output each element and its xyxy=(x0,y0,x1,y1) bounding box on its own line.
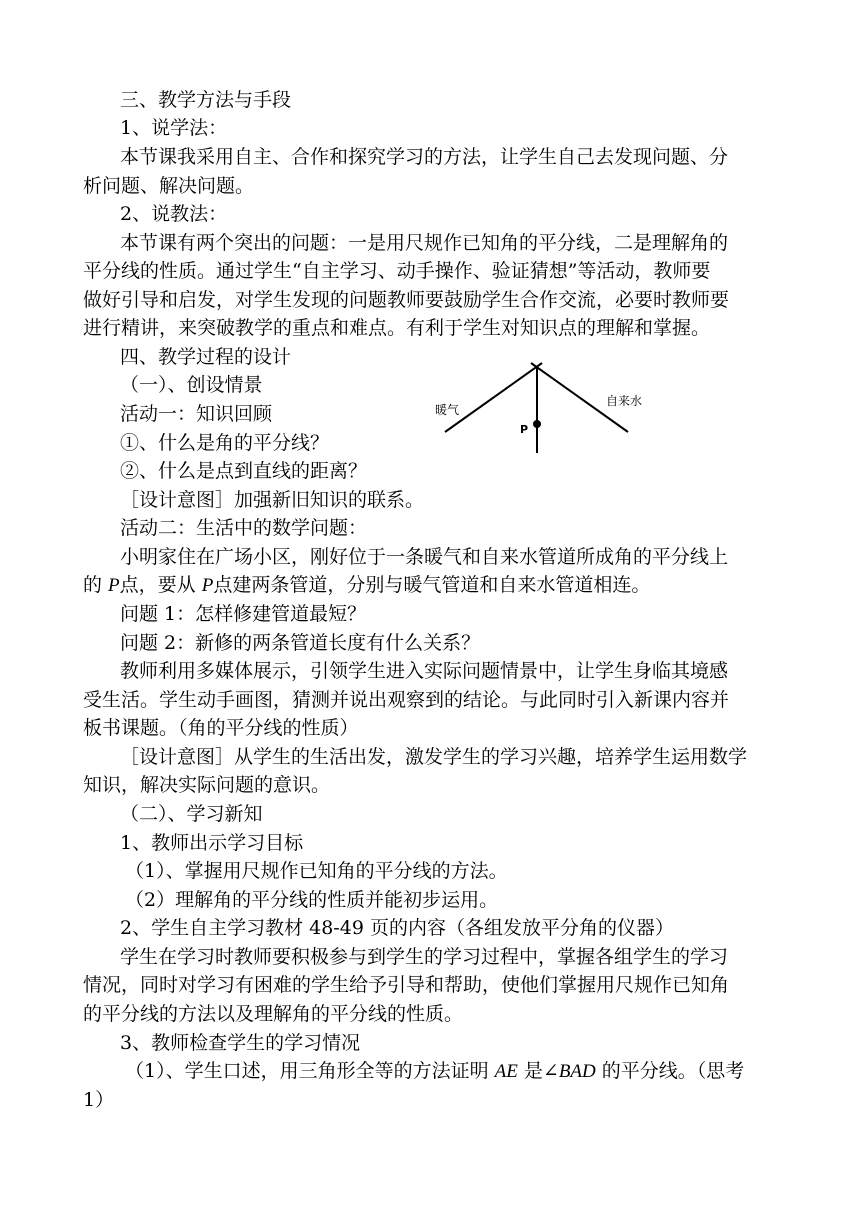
part2-title: （二）、学习新知 xyxy=(120,803,263,825)
point-p-label: P xyxy=(520,423,529,436)
segment-ae-symbol: AE xyxy=(494,1061,518,1082)
check-item-1-continued: 1） xyxy=(83,1089,115,1111)
heating-label: 暖气 xyxy=(435,403,460,417)
story-text-part: 点建两条管道，分别与暖气管道和自来水管道相连。 xyxy=(213,574,651,596)
self-study-text: 的平分线的方法以及理解角的平分线的性质。 xyxy=(83,1003,464,1025)
teach-method-text: 本节课有两个突出的问题：一是用尺规作已知角的平分线，二是理解角的 xyxy=(120,232,729,254)
check-text-part: 的平分线。（思考 xyxy=(595,1060,745,1082)
activity2-title: 活动二：生活中的数学问题： xyxy=(120,517,368,539)
check-title: 3、教师检查学生的学习情况 xyxy=(120,1032,361,1054)
review-question: ①、什么是角的平分线？ xyxy=(120,432,330,454)
self-study-text: 学生在学习时教师要积极参与到学生的学习过程中，掌握各组学生的学习 xyxy=(120,946,729,968)
problem-1: 问题 1：怎样修建管道最短？ xyxy=(120,603,367,625)
check-text-part: 是∠ xyxy=(517,1060,559,1082)
design-intent: 知识，解决实际问题的意识。 xyxy=(83,774,331,796)
design-intent: ［设计意图］加强新旧知识的联系。 xyxy=(120,489,425,511)
water-label: 自来水 xyxy=(606,394,643,408)
design-intent: ［设计意图］从学生的生活出发，激发学生的学习兴趣，培养学生运用数学 xyxy=(120,746,748,768)
teach-method-text: 平分线的性质。通过学生“自主学习、动手操作、验证猜想”等活动，教师要 xyxy=(83,260,711,282)
section-heading-methods: 三、教学方法与手段 xyxy=(120,89,292,111)
review-question: ②、什么是点到直线的距离？ xyxy=(120,460,368,482)
media-text: 教师利用多媒体展示，引领学生进入实际问题情景中，让学生身临其境感 xyxy=(120,660,729,682)
learning-goal: （1）、掌握用尺规作已知角的平分线的方法。 xyxy=(125,860,508,882)
point-p-symbol: P xyxy=(108,575,120,596)
story-text-part: 点，要从 xyxy=(119,574,202,596)
point-p-symbol: P xyxy=(201,575,214,596)
section-heading-process: 四、教学过程的设计 xyxy=(120,346,292,368)
teach-method-text: 做好引导和启发，对学生发现的问题教师要鼓励学生合作交流，必要时教师要 xyxy=(83,289,730,311)
learning-goal: （2）理解角的平分线的性质并能初步运用。 xyxy=(125,889,499,911)
heating-pipe-line xyxy=(445,363,542,432)
teach-method-title: 2、说教法： xyxy=(120,203,228,225)
angle-bad-symbol: BAD xyxy=(558,1061,596,1082)
study-method-text: 本节课我采用自主、合作和探究学习的方法，让学生自己去发现问题、分 xyxy=(120,146,729,168)
self-study-text: 情况，同时对学习有困难的学生给予引导和帮助，使他们掌握用尺规作已知角 xyxy=(83,974,730,996)
check-text-part: （1）、学生口述，用三角形全等的方法证明 xyxy=(125,1060,495,1082)
problem-2: 问题 2：新修的两条管道长度有什么关系？ xyxy=(120,632,481,654)
story-text: 小明家住在广场小区，刚好位于一条暖气和自来水管道所成角的平分线上 xyxy=(120,546,729,568)
part1-title: （一）、创设情景 xyxy=(120,374,263,396)
point-p-marker xyxy=(533,420,541,428)
self-study-title: 2、学生自主学习教材 48-49 页的内容（各组发放平分角的仪器） xyxy=(120,917,674,939)
media-text: 受生活。学生动手画图，猜测并说出观察到的结论。与此同时引入新课内容并 xyxy=(83,689,730,711)
story-text-part: 的 xyxy=(83,574,109,596)
activity1-title: 活动一：知识回顾 xyxy=(120,403,273,425)
media-text: 板书课题。（角的平分线的性质） xyxy=(83,717,359,739)
study-method-title: 1、说学法： xyxy=(120,117,228,139)
goals-title: 1、教师出示学习目标 xyxy=(120,832,304,854)
study-method-text: 析问题、解决问题。 xyxy=(83,175,255,197)
teach-method-text: 进行精讲，来突破教学的重点和难点。有利于学生对知识点的理解和掌握。 xyxy=(83,317,711,339)
